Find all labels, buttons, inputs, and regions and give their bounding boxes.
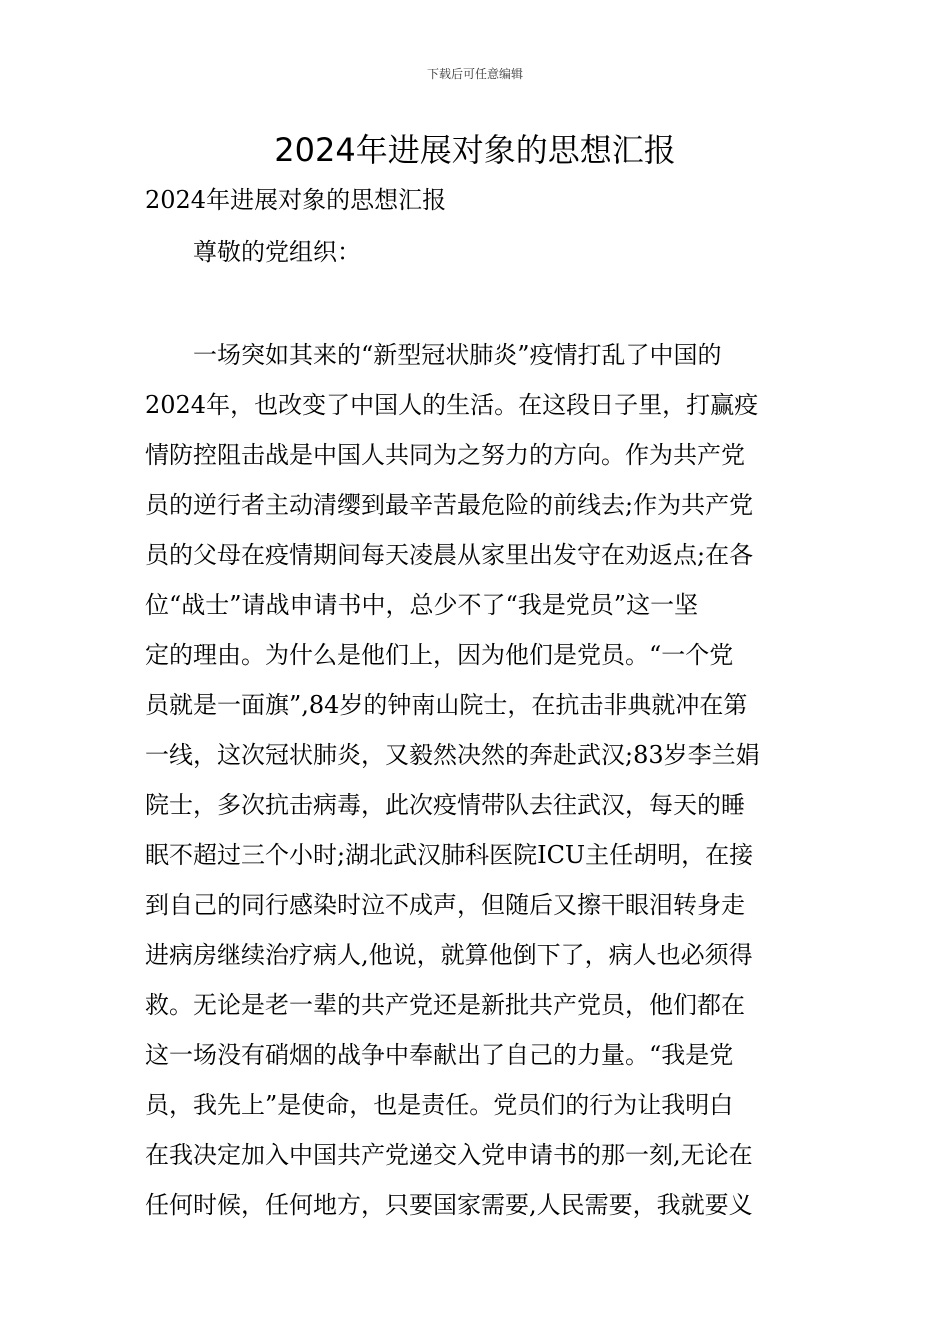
paragraph-line: 员的逆行者主动清缨到最辛苦最危险的前线去;作为共产党 (145, 491, 754, 519)
paragraph-line: 一场突如其来的“新型冠状肺炎”疫情打乱了中国的 (145, 341, 722, 369)
paragraph-line: 这一场没有硝烟的战争中奉献出了自己的力量。“我是党 (145, 1041, 734, 1069)
paragraph-line: 眠不超过三个小时;湖北武汉肺科医院ICU主任胡明，在接 (145, 841, 754, 869)
paragraph-line: 员的父母在疫情期间每天凌晨从家里出发守在劝返点;在各 (145, 541, 754, 569)
paragraph-line: 员，我先上”是使命，也是责任。党员们的行为让我明白 (145, 1091, 734, 1119)
paragraph-line: 定的理由。为什么是他们上，因为他们是党员。“一个党 (145, 641, 734, 669)
paragraph-line: 任何时候，任何地方，只要国家需要,人民需要，我就要义 (145, 1191, 753, 1219)
paragraph-line: 一线，这次冠状肺炎，又毅然决然的奔赴武汉;83岁李兰娟 (145, 741, 760, 769)
paragraph-line: 到自己的同行感染时泣不成声，但随后又擦干眼泪转身走 (145, 891, 745, 919)
document-subtitle: 2024年进展对象的思想汇报 (145, 186, 447, 214)
body-paragraph (145, 330, 805, 1230)
paragraph-line: 员就是一面旗”,84岁的钟南山院士，在抗击非典就冲在第 (145, 691, 748, 719)
paragraph-line: 进病房继续治疗病人,他说，就算他倒下了，病人也必须得 (145, 941, 753, 969)
paragraph-line: 在我决定加入中国共产党递交入党申请书的那一刻,无论在 (145, 1141, 753, 1169)
paragraph-line: 位“战士”请战申请书中，总少不了“我是党员”这一坚 (145, 591, 699, 619)
paragraph-line: 救。无论是老一辈的共产党还是新批共产党员，他们都在 (145, 991, 745, 1019)
salutation: 尊敬的党组织： (193, 238, 361, 266)
document-title: 2024年进展对象的思想汇报 (274, 131, 676, 169)
paragraph-line: 院士，多次抗击病毒，此次疫情带队去往武汉，每天的睡 (145, 791, 745, 819)
paragraph-line: 情防控阻击战是中国人共同为之努力的方向。作为共产党 (145, 441, 745, 469)
paragraph-line: 2024年，也改变了中国人的生活。在这段日子里，打赢疫 (145, 391, 759, 419)
header-note: 下载后可任意编辑 (426, 67, 523, 81)
